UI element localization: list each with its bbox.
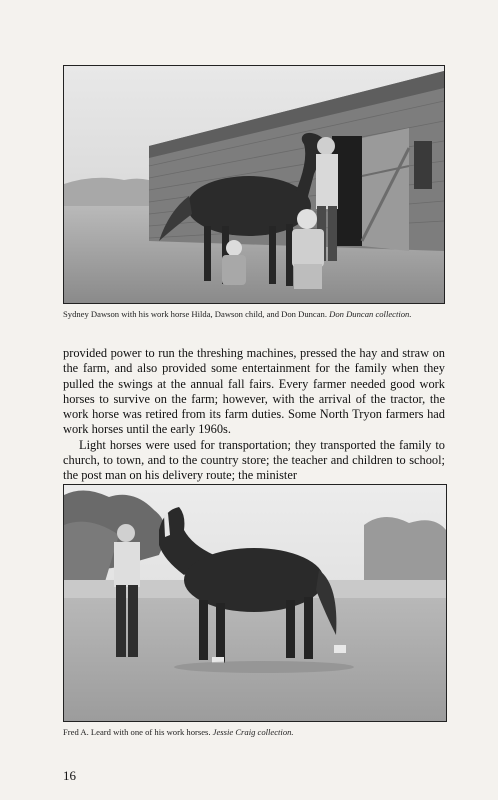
body-text	[63, 346, 445, 484]
photo-1-illustration	[64, 66, 444, 303]
photo-fred-leard-horse	[63, 484, 447, 722]
photo-2-caption-text: Fred A. Leard with one of his work horses.	[63, 727, 211, 737]
photo-2-credit: Jessie Craig collection.	[212, 727, 294, 737]
paragraph-1: provided power to run the threshing machines, pressed the hay and straw on the farm, and also provided some entertainment for the family when they pulled the swings at the annual fall fairs. Every farmer needed good work horses to survive on the farm; however, with the arrival of the tractor, the work horse was retired from its farm duties. Some North Tryon farmers had work horses until the early 1960s.	[63, 346, 445, 437]
photo-2-caption	[63, 727, 445, 738]
photo-work-horse-hilda	[63, 65, 445, 304]
photo-1-caption	[63, 309, 443, 320]
page-number: 16	[63, 768, 76, 783]
photo-1-caption-text: Sydney Dawson with his work horse Hilda, Dawson child, and Don Duncan.	[63, 309, 327, 319]
photo-2-illustration	[64, 485, 446, 721]
paragraph-2: Light horses were used for transportation; they transported the family to church, to town, and to the country store; the teacher and children to school; the post man on his delivery route; the minister	[63, 437, 445, 483]
photo-1-credit: Don Duncan collection.	[329, 309, 412, 319]
